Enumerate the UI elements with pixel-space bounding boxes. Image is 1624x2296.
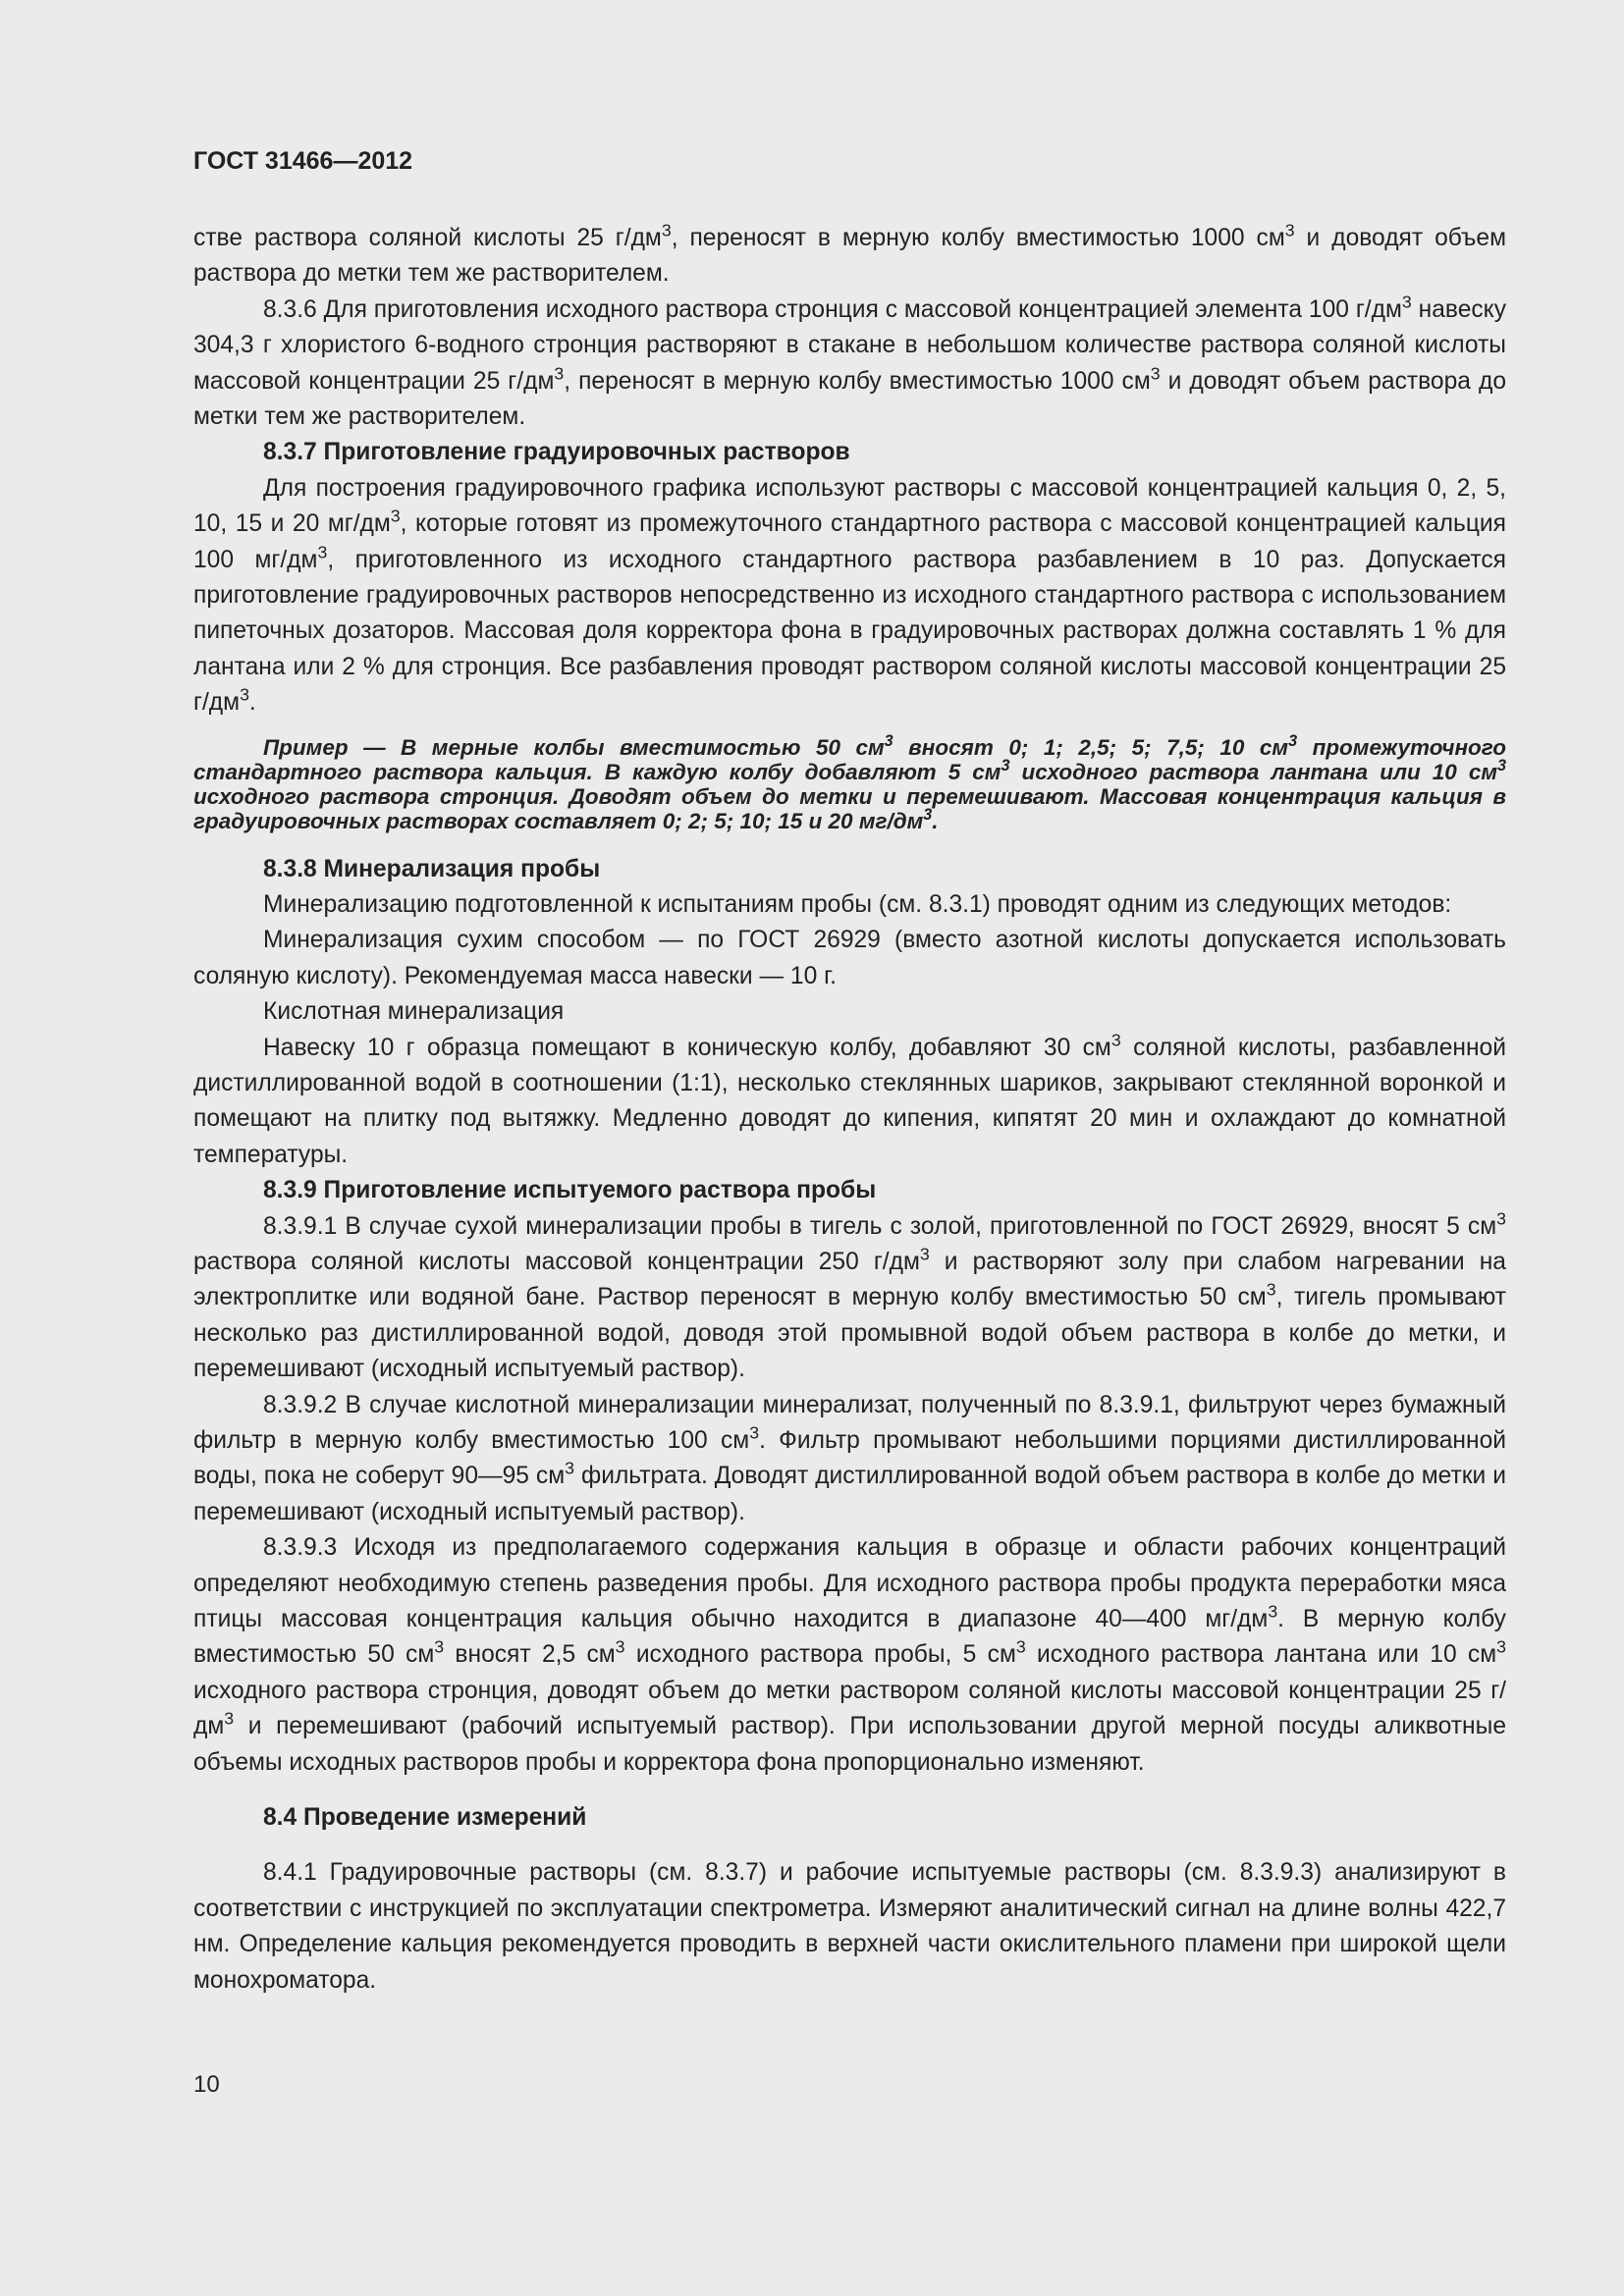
paragraph <box>193 471 1506 721</box>
paragraph <box>193 1031 1506 1174</box>
superscript: 3 <box>240 684 249 705</box>
text-run: исходного раствора пробы, 5 см <box>624 1641 1016 1669</box>
superscript: 3 <box>434 1636 445 1657</box>
section-heading-8-3-9: 8.3.9 Приготовление испытуемого раствора пробы <box>263 1177 877 1204</box>
superscript: 3 <box>554 362 565 383</box>
superscript: 3 <box>661 220 672 240</box>
paragraph-8-3-6 <box>193 293 1506 436</box>
text-run: 8.3.9.2 В случае кислотной минерализации минерализат, полученный по 8.3.9.1, фильтруют через бумажный фильтр в мерную колбу вместимостью 100 см <box>193 1391 1506 1454</box>
section-heading-8-4: 8.4 Проведение измерений <box>263 1804 587 1832</box>
superscript: 3 <box>1496 1207 1506 1228</box>
text-run: и перемешивают (рабочий испытуемый раствор). При использовании другой мерной посуды аликвотные объемы исходных растворов пробы и корректора фона пропорционально изменяют. <box>193 1713 1506 1776</box>
superscript: 3 <box>884 731 893 750</box>
text-run: 8.3.6 Для приготовления исходного раствора стронция с массовой концентрацией элемента 100 г/дм <box>263 295 1402 323</box>
paragraph <box>193 221 1506 293</box>
text-run: исходного раствора стронция, доводят объем до метки раствором соляной кислоты массовой концентрации 25 г/дм <box>193 1677 1506 1740</box>
text-run: . <box>932 809 939 834</box>
superscript: 3 <box>317 541 328 561</box>
superscript: 3 <box>565 1458 574 1478</box>
example-note <box>193 731 1506 834</box>
superscript: 3 <box>919 1244 930 1264</box>
text-run: промежуточного стандартного раствора кальция. В каждую колбу добавляют 5 см <box>193 734 1506 784</box>
text-run: . В мерную колбу вместимостью 50 см <box>193 1606 1506 1669</box>
text-run: и доводят объем раствора до метки тем же растворителем. <box>193 225 1506 288</box>
superscript: 3 <box>390 506 401 526</box>
text-run: Для построения градуировочного графика используют растворы с массовой концентрацией кальция 0, 2, 5, 10, 15 и 20 мг/дм <box>193 474 1506 538</box>
paragraph: Кислотная минерализация <box>263 998 565 1026</box>
text-run: , приготовленного из исходного стандартного раствора разбавлением в 10 раз. Допускается приготовление градуировочных растворов непосредственно из исходного стандартного раствора с использованием пипеточных дозаторов. Массовая доля корректора фона в градуировочных растворах должна составлять 1 % для лантана или 2 % для стронция. Все разбавления проводят раствором соляной кислоты массовой концентрации 25 г/дм <box>193 546 1507 717</box>
text-run: исходного раствора лантана или 10 см <box>1025 1641 1497 1669</box>
paragraph-8-4-1: 8.4.1 Градуировочные растворы (см. 8.3.7) и рабочие испытуемые растворы (см. 8.3.9.3) анализируют в соответствии с инструкцией по эксплуатации спектрометра. Измеряют аналитический сигнал на длине волны 422,7 нм. Определение кальция рекомендуется проводить в верхней части окислительного пламени при широкой щели монохроматора. <box>193 1859 1506 1994</box>
text-run: раствора соляной кислоты массовой концентрации 250 г/дм <box>193 1248 920 1275</box>
superscript: 3 <box>1110 1029 1121 1049</box>
superscript: 3 <box>1266 1279 1276 1300</box>
superscript: 3 <box>1288 731 1298 750</box>
text-run: исходного раствора лантана или 10 см <box>1009 759 1497 784</box>
superscript: 3 <box>1496 756 1506 774</box>
superscript: 3 <box>923 806 933 825</box>
paragraph: Минерализацию подготовленной к испытаниям пробы (см. 8.3.1) проводят одним из следующих методов: <box>263 890 1452 918</box>
page-number: 10 <box>193 2071 220 2098</box>
superscript: 3 <box>1015 1636 1026 1657</box>
text-run: навеску 304,3 г хлористого 6-водного стронция растворяют в стакане в небольшом количестве раствора соляной кислоты массовой концентрации 25 г/дм <box>193 295 1506 395</box>
text-run: , переносят в мерную колбу вместимостью 1000 см <box>564 367 1151 395</box>
text-run: фильтрата. Доводят дистиллированной водой объем раствора в колбе до метки и перемешивают (исходный испытуемый раствор). <box>193 1463 1506 1525</box>
text-run: стве раствора соляной кислоты 25 г/дм <box>193 225 662 251</box>
paragraph: Минерализация сухим способом — по ГОСТ 26929 (вместо азотной кислоты допускается использовать соляную кислоту). Рекомендуемая масса навески — 10 г. <box>193 927 1506 989</box>
text-run: . <box>248 689 256 717</box>
text-run: исходного раствора стронция. Доводят объем до метки и перемешивают. Массовая концентрация кальция в градуировочных растворах составляет 0; 2; 5; 10; 15 и 20 мг/дм <box>193 784 1506 834</box>
text-run: 8.3.9.1 В случае сухой минерализации пробы в тигель с золой, приготовленной по ГОСТ 26929, вносят 5 см <box>263 1212 1497 1240</box>
text-run: 8.3.9.3 Исходя из предполагаемого содержания кальция в образце и области рабочих концентраций определяют необходимую степень разведения пробы. Для исходного раствора пробы продукта переработки мяса птицы массовая концентрация кальция обычно находится в диапазоне 40—400 мг/дм <box>193 1534 1506 1633</box>
text-run: , которые готовят из промежуточного стандартного раствора с массовой концентрацией кальция 100 мг/дм <box>193 510 1506 573</box>
superscript: 3 <box>1001 756 1010 774</box>
paragraph-8-3-9-2 <box>193 1388 1506 1531</box>
superscript: 3 <box>1150 362 1161 383</box>
text-run: Пример — В мерные колбы вместимостью 50 см <box>263 734 885 760</box>
superscript: 3 <box>749 1422 760 1443</box>
document-header: ГОСТ 31466—2012 <box>193 147 413 175</box>
superscript: 3 <box>1496 1636 1506 1657</box>
superscript: 3 <box>1268 1601 1278 1622</box>
superscript: 3 <box>615 1636 625 1657</box>
superscript: 3 <box>1284 220 1295 240</box>
document-body <box>193 221 1506 1999</box>
text-run: вносят 0; 1; 2,5; 5; 7,5; 10 см <box>893 734 1289 760</box>
text-run: Навеску 10 г образца помещают в коническую колбу, добавляют 30 см <box>263 1034 1111 1061</box>
text-run: вносят 2,5 см <box>444 1641 616 1669</box>
text-run: . Фильтр промывают небольшими порциями дистиллированной воды, пока не соберут 90—95 см <box>193 1427 1506 1490</box>
paragraph-8-3-9-3 <box>193 1530 1506 1781</box>
section-heading-8-3-7: 8.3.7 Приготовление градуировочных растворов <box>263 439 850 466</box>
superscript: 3 <box>224 1708 235 1729</box>
text-run: соляной кислоты, разбавленной дистиллированной водой в соотношении (1:1), несколько стеклянных шариков, закрывают стеклянной воронкой и помещают на плитку под вытяжку. Медленно доводят до кипения, кипятят 20 мин и охлаждают до комнатной температуры. <box>193 1034 1506 1168</box>
text-run: , тигель промывают несколько раз дистиллированной водой, доводя этой промывной водой объем раствора в колбе до метки, и перемешивают (исходный испытуемый раствор). <box>193 1284 1506 1383</box>
text-run: , переносят в мерную колбу вместимостью 1000 см <box>671 225 1285 251</box>
section-heading-8-3-8: 8.3.8 Минерализация пробы <box>263 855 601 882</box>
text-run: и доводят объем раствора до метки тем же растворителем. <box>193 367 1506 431</box>
paragraph-8-3-9-1 <box>193 1209 1506 1388</box>
text-run: и растворяют золу при слабом нагревании на электроплитке или водяной бане. Раствор переносят в мерную колбу вместимостью 50 см <box>193 1248 1506 1311</box>
superscript: 3 <box>1401 292 1412 312</box>
